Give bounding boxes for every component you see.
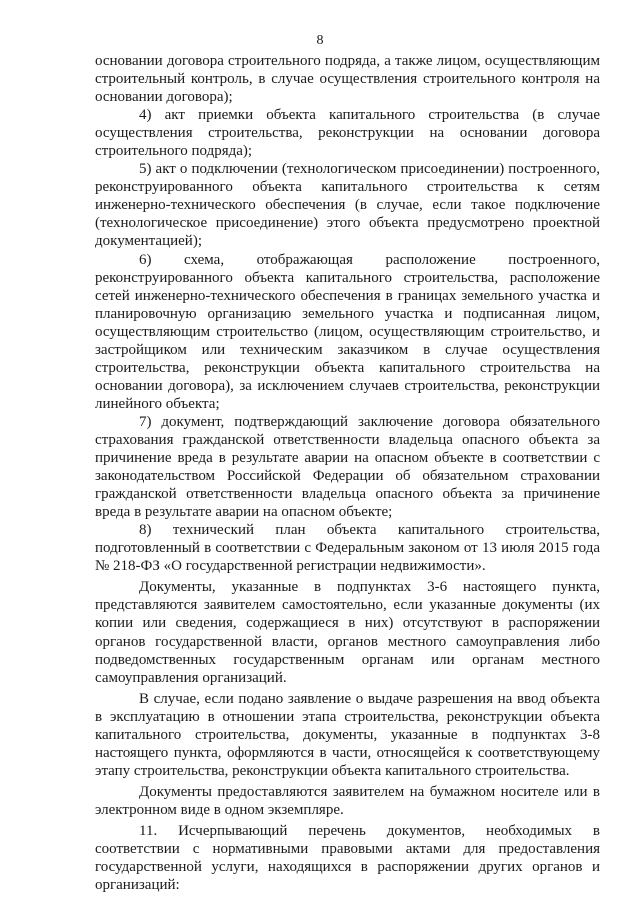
paragraph-documents-note: Документы, указанные в подпунктах 3-6 настоящего пункта, представляются заявителем самостоятельно, если указанные документы (их копии или сведения, содержащиеся в них) отсутствуют в распоряжении органов государственной власти, органов местного самоуправления либо подведомственных государственным органам или органам местного самоуправления организаций. bbox=[95, 579, 600, 686]
paragraph-item-8: 8) технический план объекта капитального строительства, подготовленный в соответствии с Федеральным законом от 13 июля 2015 года № 218-ФЗ «О государственной регистрации недвижимости». bbox=[95, 522, 600, 575]
paragraph-item-6: 6) схема, отображающая расположение построенного, реконструированного объекта капитального строительства, расположение сетей инженерно-технического обеспечения в границах земельного участка и планировочную организацию земельного участка и подписанная лицом, осуществляющим строительство (лицом, осуществляющим строительство, и застройщиком или техническим заказчиком в случае осуществления строительства, реконструкции объекта капитального строительства на основании договора), за исключением случаев строительства, реконструкции линейного объекта; bbox=[95, 251, 600, 412]
paragraph-section-11: 11. Исчерпывающий перечень документов, необходимых в соответствии с нормативными правовыми актами для предоставления государственной услуги, находящихся в распоряжении других органов и организаций: bbox=[95, 822, 600, 894]
paragraph-stage-note: В случае, если подано заявление о выдаче разрешения на ввод объекта в эксплуатацию в отношении этапа строительства, реконструкции объекта капитального строительства, документы, указанные в подпунктах 3-8 настоящего пункта, оформляются в части, относящейся к соответствующему этапу строительства, реконструкции объекта капитального строительства. bbox=[95, 690, 600, 779]
paragraph-item-4: 4) акт приемки объекта капитального строительства (в случае осуществления строительства, реконструкции на основании договора строительного подряда); bbox=[95, 107, 600, 160]
paragraph-format-note: Документы предоставляются заявителем на бумажном носителе или в электронном виде в одном экземпляре. bbox=[95, 783, 600, 818]
paragraph-item-7: 7) документ, подтверждающий заключение договора обязательного страхования гражданской ответственности владельца опасного объекта за причинение вреда в результате аварии на опасном объекте в соответствии с законодательством Российской Федерации об обязательном страховании гражданской ответственности владельца опасного объекта за причинение вреда в результате аварии на опасном объекте; bbox=[95, 413, 600, 521]
page-number: 8 bbox=[316, 33, 324, 48]
paragraph-continuation: основании договора строительного подряда, а также лицом, осуществляющим строительный контроль, в случае осуществления строительного контроля на основании договора); bbox=[95, 53, 600, 106]
document-body bbox=[95, 52, 600, 894]
paragraph-item-5: 5) акт о подключении (технологическом присоединении) построенного, реконструированного объекта капитального строительства к сетям инженерно-технического обеспечения (в случае, если такое подключение (технологическое присоединение) этого объекта предусмотрено проектной документацией); bbox=[95, 161, 600, 250]
